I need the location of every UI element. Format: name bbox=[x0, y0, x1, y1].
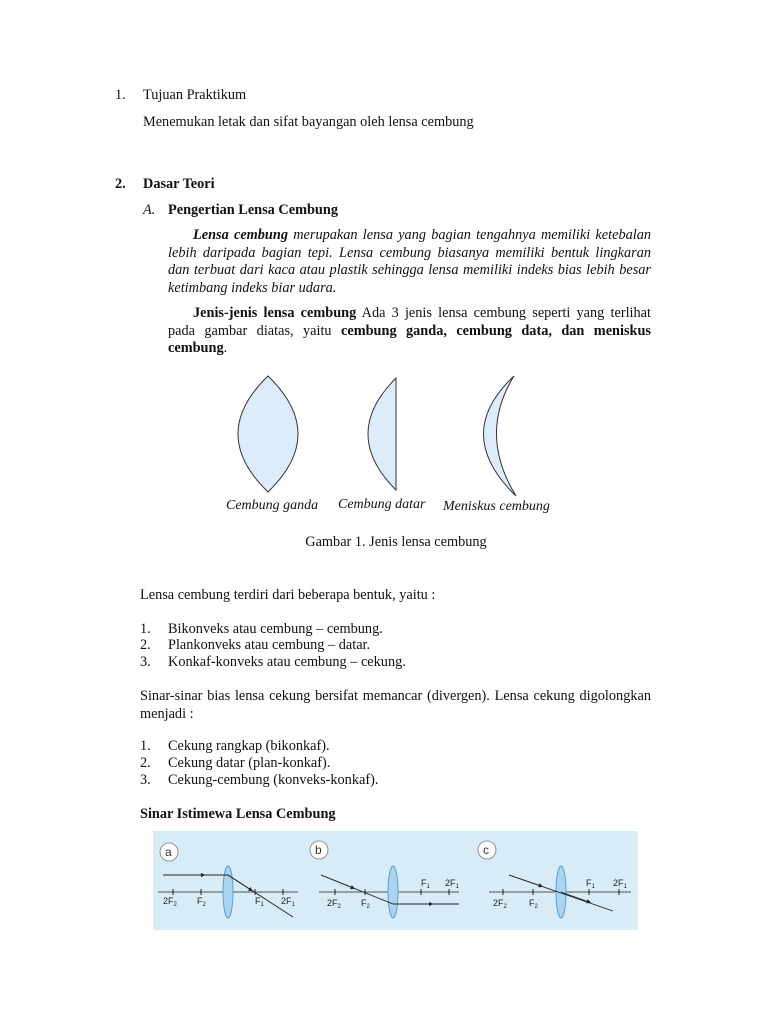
concave-intro-line1 bbox=[140, 688, 651, 723]
meniscus-convex-lens bbox=[483, 376, 516, 496]
concave-item-text: Cekung rangkap (bikonkaf). bbox=[168, 738, 330, 754]
concave-item-num: 3. bbox=[140, 772, 151, 788]
concave-item-num: 2. bbox=[140, 755, 151, 771]
svg-text:2F2: $2F_2$ bbox=[327, 898, 341, 910]
definition-text: merupakan lensa yang bagian tengahnya memiliki ketebalan lebih daripada bagian tepi. Lensa cembung biasanya memiliki bentuk lingkaran dan terbuat dari kaca atau plastik sehingga lensa memiliki indeks bias lebih besar ketimbang indeks biar udara. bbox=[168, 227, 652, 296]
double-convex-lens bbox=[238, 376, 298, 492]
svg-text:F1: $F_1$ bbox=[255, 896, 264, 908]
types-term: Jenis-jenis lensa cembung bbox=[193, 305, 357, 321]
subsection-a-title: Pengertian Lensa Cembung bbox=[168, 202, 338, 218]
svg-text:F2: $F_2$ bbox=[361, 898, 370, 910]
types-text: Ada 3 jenis lensa cembung seperti yang terlihat pada gambar diatas, yaitu bbox=[168, 305, 651, 339]
figure1-caption: Gambar 1. Jenis lensa cembung bbox=[305, 534, 487, 550]
convex-item-num: 3. bbox=[140, 654, 151, 670]
types-paragraph bbox=[168, 305, 651, 358]
svg-text:2F2: $2F_2$ bbox=[163, 896, 177, 908]
figure1-label-plano: Cembung datar bbox=[338, 497, 426, 512]
concave-item-num: 1. bbox=[140, 738, 151, 754]
types-end: . bbox=[223, 340, 228, 356]
svg-text:F2: $F_2$ bbox=[197, 896, 206, 908]
panel-label-a: a bbox=[165, 845, 172, 859]
section1-title: Tujuan Praktikum bbox=[143, 87, 247, 103]
convex-intro: Lensa cembung terdiri dari beberapa bentuk, yaitu : bbox=[140, 587, 436, 603]
svg-text:2F1: $2F_1$ bbox=[613, 878, 627, 890]
svg-text:F1: $F_1$ bbox=[421, 878, 430, 890]
section2-title: Dasar Teori bbox=[143, 176, 215, 192]
convex-item-text: Bikonveks atau cembung – cembung. bbox=[168, 621, 383, 637]
section1-body: Menemukan letak dan sifat bayangan oleh lensa cembung bbox=[143, 114, 474, 130]
definition-term: Lensa cembung bbox=[193, 227, 288, 243]
concave-item-text: Cekung datar (plan-konkaf). bbox=[168, 755, 331, 771]
panel-label-c: c bbox=[483, 843, 489, 857]
convex-item-text: Plankonveks atau cembung – datar. bbox=[168, 637, 371, 653]
section1-number: 1. bbox=[115, 87, 126, 103]
concave-item-text: Cekung-cembung (konveks-konkaf). bbox=[168, 772, 379, 788]
svg-text:2F2: $2F_2$ bbox=[493, 898, 507, 910]
convex-item-num: 2. bbox=[140, 637, 151, 653]
subsection-a-letter: A. bbox=[143, 202, 156, 218]
rays-heading: Sinar Istimewa Lensa Cembung bbox=[140, 806, 336, 822]
definition-paragraph bbox=[168, 227, 651, 297]
figure1-label-double: Cembung ganda bbox=[226, 498, 319, 513]
figure1-label-meniscus: Meniskus cembung bbox=[443, 499, 550, 514]
svg-text:F1: $F_1$ bbox=[586, 878, 595, 890]
concave-intro-text: Sinar-sinar bias lensa cekung bersifat memancar (divergen). Lensa cekung digolongkan menjadi : bbox=[140, 688, 651, 722]
types-list-bold: cembung ganda, cembung data, dan meniskus cembung bbox=[168, 322, 651, 356]
section2-number: 2. bbox=[115, 176, 126, 192]
svg-text:F2: $F_2$ bbox=[529, 898, 538, 910]
convex-item-num: 1. bbox=[140, 621, 151, 637]
panel-label-b: b bbox=[315, 843, 322, 857]
svg-text:2F1: $2F_1$ bbox=[281, 896, 295, 908]
convex-item-text: Konkaf-konveks atau cembung – cekung. bbox=[168, 654, 406, 670]
plano-convex-lens bbox=[368, 378, 396, 490]
special-rays-figure bbox=[153, 831, 638, 930]
svg-text:2F1: $2F_1$ bbox=[445, 878, 459, 890]
